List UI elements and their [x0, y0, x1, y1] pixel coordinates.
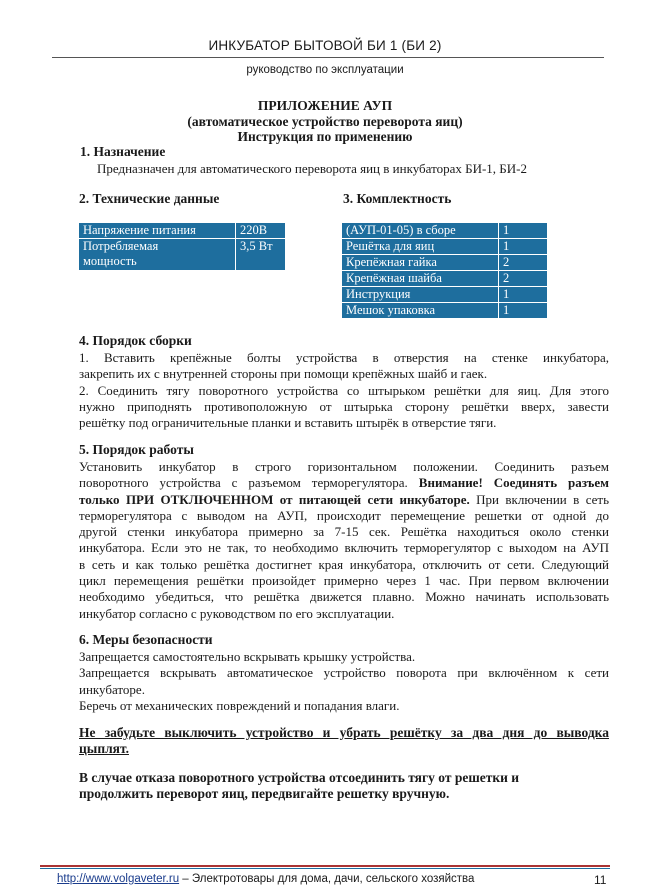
tech-param [79, 239, 236, 271]
section-2-title: 2. Технические данные [79, 191, 220, 206]
text-line: Запрещается вскрывать автоматическое устройство поворота при включённом к сети [79, 665, 609, 681]
completeness-table [341, 222, 548, 319]
text-line: в сеть и как только решётка достигнет края инкубатора, отключить от сети. Следующий [79, 556, 609, 572]
footer-text: – Электротовары для дома, дачи, сельского хозяйства [179, 873, 475, 885]
section-3-title: 3. Комплектность [343, 191, 452, 206]
section-5-title: 5. Порядок работы [79, 442, 194, 457]
section-1-title: 1. Назначение [80, 144, 166, 159]
text-line: инкубаторе. [79, 681, 145, 697]
table-row [79, 239, 286, 271]
text-span: При включении в сеть [476, 491, 610, 507]
text-line: другой стенки инкубатора примерно за 7-15 сек. Решётка находиться около стенки [79, 524, 609, 540]
section-4-title: 4. Порядок сборки [79, 333, 192, 348]
text-line: Установить инкубатор в строго горизонтальном положении. Соединить разъем [79, 459, 609, 474]
warning-text: Внимание! Соединять разъем [418, 475, 609, 491]
table-row [342, 271, 548, 287]
technical-data-table [78, 222, 286, 271]
website-link[interactable]: http://www.volgaveter.ru [57, 873, 180, 885]
table-row [342, 223, 548, 239]
text-line: Беречь от механических повреждений и попадания влаги. [79, 697, 400, 713]
tech-param: Напряжение питания [79, 223, 236, 239]
text-line: 2. Соединить тягу поворотного устройства со штырьком решётки для яиц. Для этого [79, 382, 609, 398]
text-line: инкубатора. Если это не так, то необходимо включить терморегулятор с выходом на АУП [79, 540, 609, 556]
kit-qty: 1 [499, 223, 548, 239]
footer [57, 873, 474, 885]
failure-note [79, 770, 609, 803]
text-line: нужно приподнять противоположную от штырька сторону решётки вверх, завести [79, 398, 609, 414]
section-6-body [79, 649, 609, 714]
tech-value: 220В [236, 223, 286, 239]
text-line: продолжить переворот яиц, передвигайте решетку вручную. [79, 786, 450, 802]
kit-item: (АУП-01-05) в сборе [342, 223, 499, 239]
text-line: закрепить их с внутренней стороны при помощи крепёжных шайб и гаек. [79, 366, 488, 382]
text-line: необходимо убедиться, что решётка движется плавно. Можно начинать использовать [79, 589, 609, 605]
table-row [342, 287, 548, 303]
table-row [342, 303, 548, 319]
text-line: Не забудьте выключить устройство и убрать решётку за два дня до выводка [79, 725, 609, 740]
kit-qty: 1 [499, 239, 548, 255]
appendix-title: ПРИЛОЖЕНИЕ АУП [257, 98, 393, 113]
warning-note [79, 725, 609, 758]
kit-item: Инструкция [342, 287, 499, 303]
page-number: 11 [594, 873, 607, 887]
section-5-body [79, 459, 609, 622]
header-divider [52, 57, 604, 58]
kit-qty: 2 [499, 271, 548, 287]
warning-text: только ПРИ ОТКЛЮЧЕННОМ от питающей сети инкубаторе. [79, 491, 470, 507]
text-line: цикл перемещения решётки произойдет примерно через 1 час. При первом включении [79, 573, 609, 589]
text-line: решётку под ограничительные планки и вставить штырёк в отверстие тяги. [79, 415, 497, 431]
text-line: Запрещается самостоятельно вскрывать крышку устройства. [79, 649, 416, 664]
text-line: цыплят. [79, 741, 129, 757]
section-1-text: Предназначен для автоматического переворота яиц в инкубаторах БИ-1, БИ-2 [97, 161, 527, 176]
text-span: поворотного устройства с разъемом терморегулятора. [79, 475, 408, 491]
appendix-subtitle: (автоматическое устройство переворота яиц) [187, 113, 463, 129]
kit-item: Крепёжная шайба [342, 271, 499, 287]
kit-item: Крепёжная гайка [342, 255, 499, 271]
section-6-title: 6. Меры безопасности [79, 632, 213, 647]
text-line: терморегулятора с выводом на АУП, происходит перемещение решетки от одной до [79, 507, 609, 523]
text-line: В случае отказа поворотного устройства отсоединить тягу от решетки и [79, 770, 520, 785]
document-header-title: ИНКУБАТОР БЫТОВОЙ БИ 1 (БИ 2) [208, 38, 442, 53]
table-row [342, 239, 548, 255]
text-line: инкубатор согласно с руководством по его эксплуатации. [79, 605, 395, 621]
footer-divider-secondary [40, 868, 610, 869]
kit-item: Решётка для яиц [342, 239, 499, 255]
tech-param-line: мощность [83, 254, 137, 268]
kit-qty: 1 [499, 303, 548, 319]
appendix-heading [0, 98, 650, 145]
kit-qty: 2 [499, 255, 548, 271]
tech-value: 3,5 Вт [236, 239, 286, 271]
kit-item: Мешок упаковка [342, 303, 499, 319]
tech-param-line: Потребляемая [83, 239, 159, 253]
document-header-subtitle: руководство по эксплуатации [246, 64, 404, 76]
text-line [79, 475, 609, 491]
table-row [79, 223, 286, 239]
appendix-instruction: Инструкция по применению [237, 129, 413, 144]
text-line [79, 492, 609, 508]
table-row [342, 255, 548, 271]
section-4-body [79, 350, 609, 431]
kit-qty: 1 [499, 287, 548, 303]
text-line: 1. Вставить крепёжные болты устройства в отверстия на стенке инкубатора, [79, 350, 609, 365]
footer-divider [40, 865, 610, 867]
